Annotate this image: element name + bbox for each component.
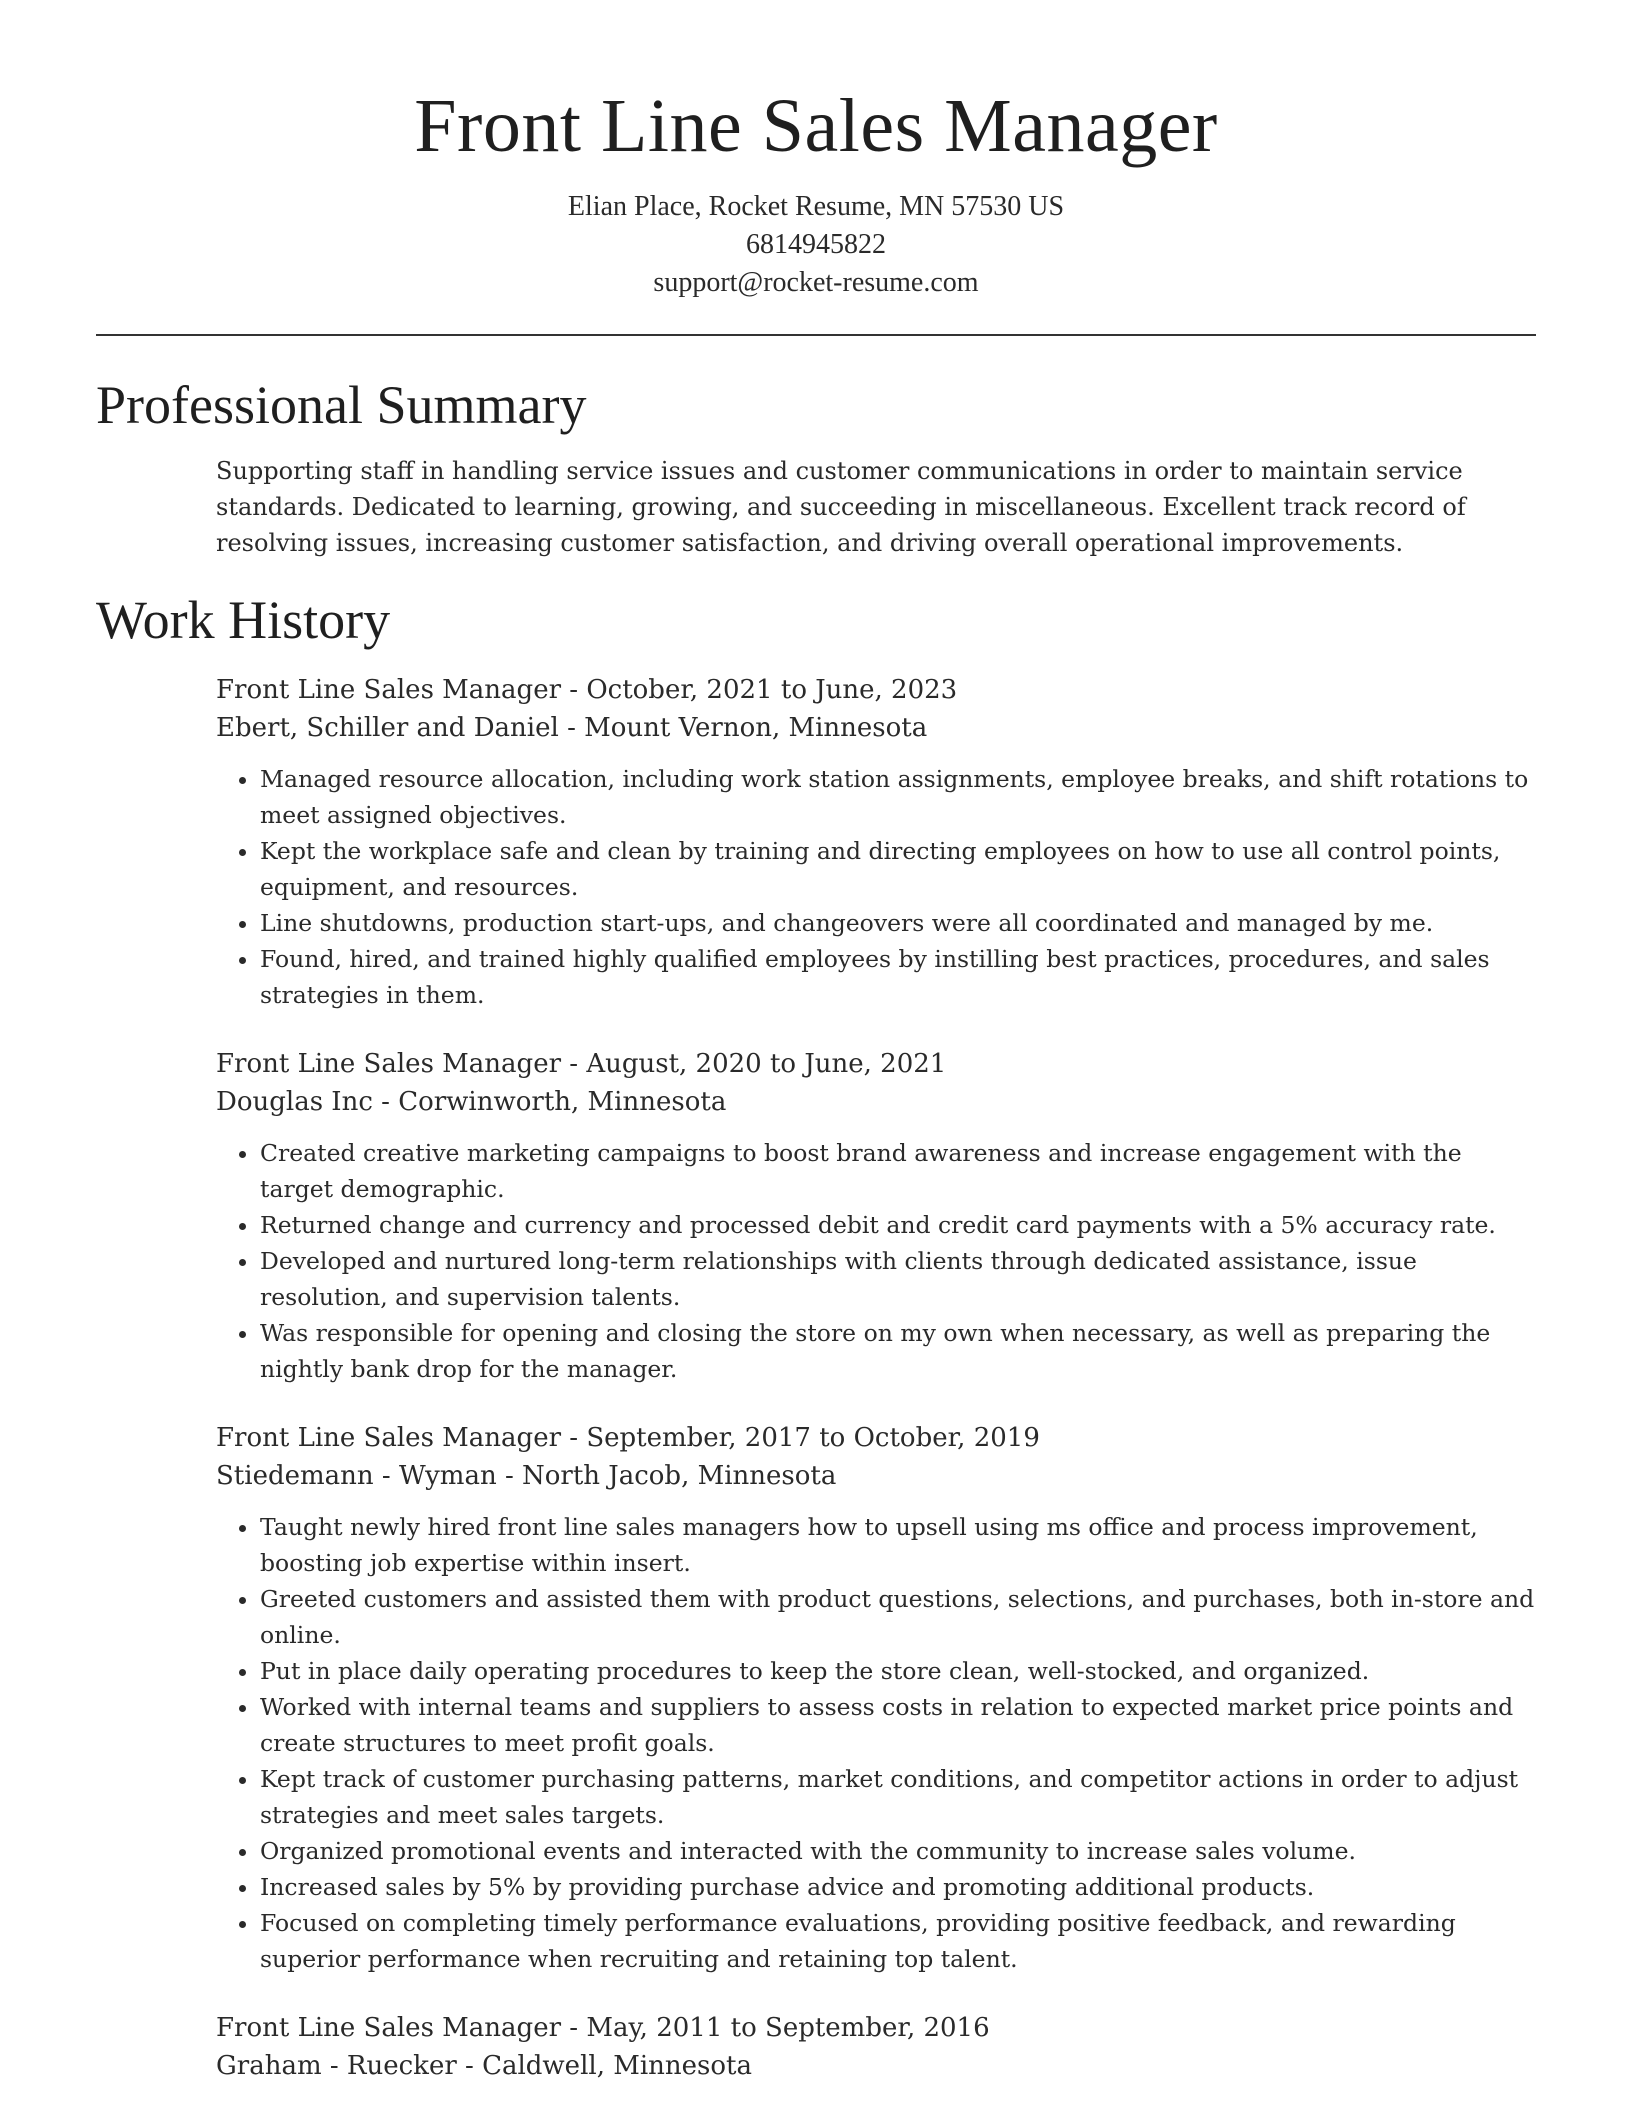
- contact-block: [96, 188, 1536, 302]
- job-bullet: • Put in place daily operating procedures to keep the store clean, well-stocked, and organized.: [260, 1653, 1536, 1689]
- job-bullet-list: [216, 1135, 1536, 1387]
- job-bullet: • Focused on completing timely performance evaluations, providing positive feedback, and rewarding superior performance when recruiting and retaining top talent.: [260, 1905, 1536, 1977]
- job-company-location: Graham - Ruecker - Caldwell, Minnesota: [216, 2050, 752, 2081]
- candidate-name: Front Line Sales Manager: [414, 84, 1218, 168]
- job-bullet: • Greeted customers and assisted them with product questions, selections, and purchases, both in-store and online.: [260, 1581, 1536, 1653]
- job-bullet: • Found, hired, and trained highly qualified employees by instilling best practices, procedures, and sales strategies in them.: [260, 941, 1536, 1013]
- job-bullet: • Increased sales by 5% by providing purchase advice and promoting additional products.: [260, 1869, 1536, 1905]
- job-bullet: • Organized promotional events and interacted with the community to increase sales volume.: [260, 1833, 1536, 1869]
- work-history-heading: Work History: [96, 590, 391, 651]
- job-bullet: • Was responsible for opening and closing the store on my own when necessary, as well as preparing the nightly bank drop for the manager.: [260, 1315, 1536, 1387]
- summary-heading: Professional Summary: [96, 375, 587, 435]
- job-bullet: • Worked with internal teams and suppliers to assess costs in relation to expected market price points and create structures to meet profit goals.: [260, 1689, 1536, 1761]
- summary-text: Supporting staff in handling service issues and customer communications in order to maintain service standards. Dedicated to learning, growing, and succeeding in miscellaneous. Excellent track record of resolving issues, increasing customer satisfaction, and driving overall operational improvements.: [216, 457, 1466, 558]
- job-company-location: Ebert, Schiller and Daniel - Mount Vernon, Minnesota: [216, 712, 928, 743]
- job-bullet: • Created creative marketing campaigns to boost brand awareness and increase engagement with the target demographic.: [260, 1135, 1536, 1207]
- job-company-location: Douglas Inc - Corwinworth, Minnesota: [216, 1086, 727, 1117]
- job-title-dates: Front Line Sales Manager - May, 2011 to September, 2016: [216, 2012, 990, 2043]
- job-title-dates: Front Line Sales Manager - August, 2020 to June, 2021: [216, 1048, 947, 1079]
- job-bullet: • Returned change and currency and processed debit and credit card payments with a 5% accuracy rate.: [260, 1207, 1536, 1243]
- job-bullet: • Developed and nurtured long-term relationships with clients through dedicated assistance, issue resolution, and supervision talents.: [260, 1243, 1536, 1315]
- job-entry: [216, 2009, 1536, 2085]
- resume-header: [96, 0, 1536, 302]
- job-entry: [216, 671, 1536, 1013]
- job-bullet: • Managed resource allocation, including work station assignments, employee breaks, and shift rotations to meet assigned objectives.: [260, 761, 1536, 833]
- job-bullet: • Line shutdowns, production start-ups, and changeovers were all coordinated and managed by me.: [260, 905, 1536, 941]
- job-bullet-list: [216, 761, 1536, 1013]
- work-history-list: [96, 671, 1536, 2085]
- job-bullet-list: [216, 1509, 1536, 1977]
- job-entry: [216, 1045, 1536, 1387]
- contact-email: support@rocket-resume.com: [653, 267, 979, 298]
- contact-address: Elian Place, Rocket Resume, MN 57530 US: [567, 191, 1065, 222]
- job-bullet: • Taught newly hired front line sales managers how to upsell using ms office and process improvement, boosting job expertise within insert.: [260, 1509, 1536, 1581]
- job-company-location: Stiedemann - Wyman - North Jacob, Minnesota: [216, 1460, 837, 1491]
- job-bullet: • Kept track of customer purchasing patterns, market conditions, and competitor actions in order to adjust strategies and meet sales targets.: [260, 1761, 1536, 1833]
- job-title-dates: Front Line Sales Manager - September, 2017 to October, 2019: [216, 1422, 1040, 1453]
- header-divider: [96, 334, 1536, 336]
- job-entry: [216, 1419, 1536, 1977]
- job-bullet: • Kept the workplace safe and clean by training and directing employees on how to use all control points, equipment, and resources.: [260, 833, 1536, 905]
- contact-phone: 6814945822: [746, 229, 886, 260]
- job-title-dates: Front Line Sales Manager - October, 2021 to June, 2023: [216, 674, 958, 705]
